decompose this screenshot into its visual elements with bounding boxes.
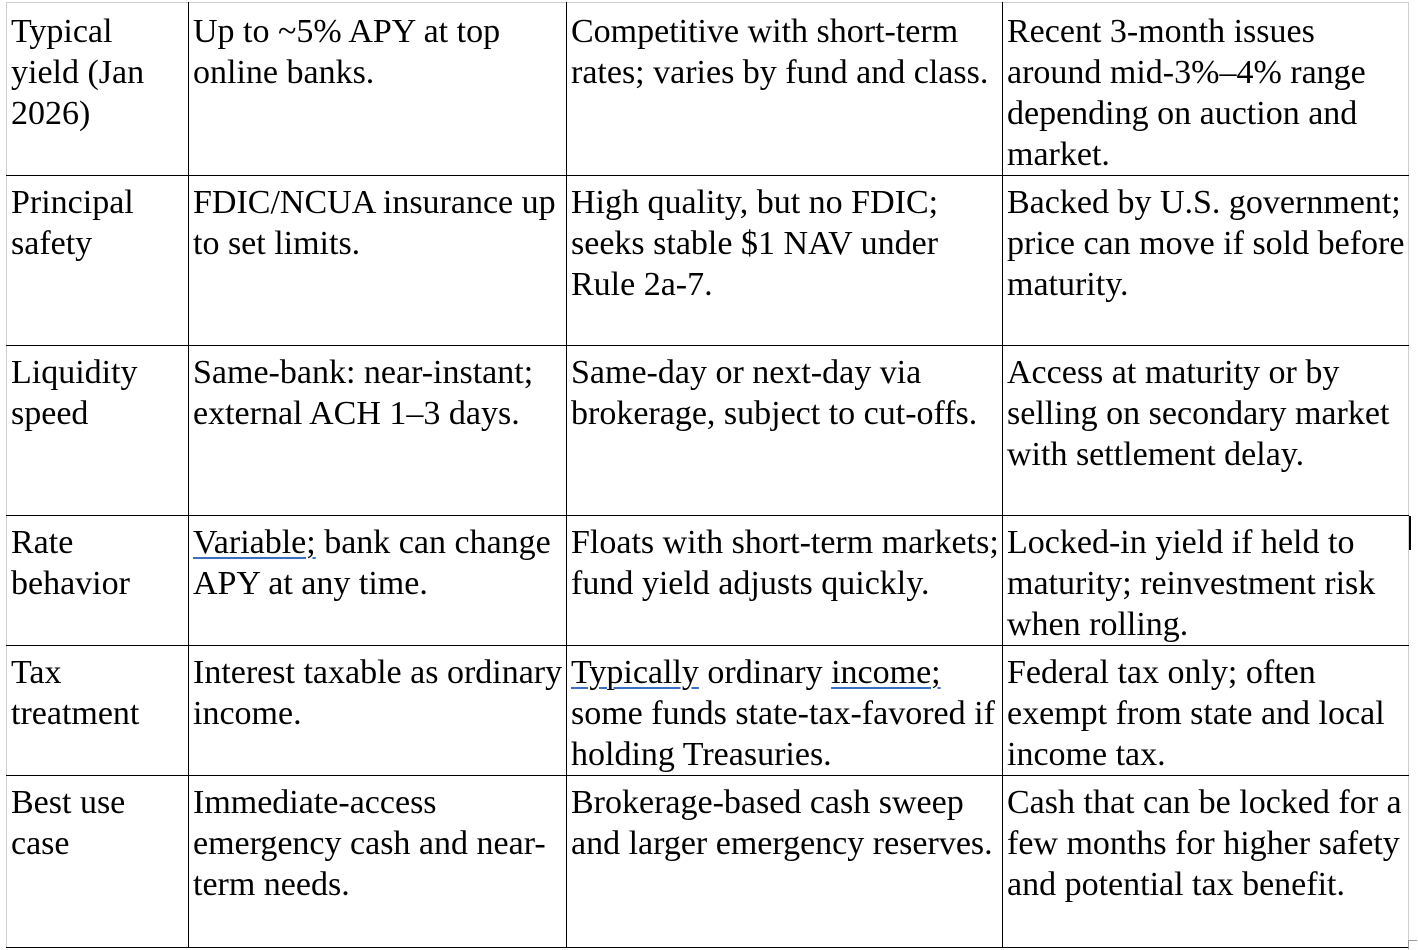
tbills-cell[interactable]: Cash that can be locked for a few months for higher safety and potential tax benefit. [1003,776,1409,948]
tbills-cell[interactable]: Recent 3-month issues around mid-3%–4% range depending on auction and market. [1003,3,1409,176]
savings-cell[interactable]: Same-bank: near-instant; external ACH 1–3 days. [189,346,567,516]
table-row-tax-treatment [7,646,1409,776]
table-row-rate-behavior [7,516,1409,646]
savings-cell[interactable]: Up to ~5% APY at top online banks. [189,3,567,176]
row-label-cell[interactable]: Rate behavior [7,516,189,646]
cell-text: some funds state-tax-favored if holding Treasuries. [571,695,995,773]
row-label-cell[interactable]: Typical yield (Jan 2026) [7,3,189,176]
tbills-cell[interactable]: Locked-in yield if held to maturity; reinvestment risk when rolling. [1003,516,1409,646]
row-label-cell[interactable]: Tax treatment [7,646,189,776]
grammar-flag[interactable]: income; [831,654,941,691]
money-market-cell[interactable]: Competitive with short-term rates; varies by fund and class. [567,3,1003,176]
savings-cell[interactable]: Immediate-access emergency cash and near-term needs. [189,776,567,948]
cell-text: bank can change APY at any time. [193,524,551,602]
savings-cell[interactable]: Interest taxable as ordinary income. [189,646,567,776]
table-row-best-use-case [7,776,1409,948]
savings-cell[interactable]: FDIC/NCUA insurance up to set limits. [189,176,567,346]
text-cursor [1409,516,1411,550]
grammar-flag[interactable]: Typically [571,654,699,691]
row-label-cell[interactable]: Best use case [7,776,189,948]
table-row-liquidity-speed [7,346,1409,516]
grammar-flag[interactable]: Variable; [193,524,316,561]
row-label-cell[interactable]: Principal safety [7,176,189,346]
money-market-cell[interactable] [567,646,1003,776]
table-resize-handle[interactable] [1408,940,1417,949]
tbills-cell[interactable]: Backed by U.S. government; price can move if sold before maturity. [1003,176,1409,346]
tbills-cell[interactable]: Federal tax only; often exempt from state and local income tax. [1003,646,1409,776]
row-label-cell[interactable]: Liquidity speed [7,346,189,516]
money-market-cell[interactable]: Brokerage-based cash sweep and larger emergency reserves. [567,776,1003,948]
money-market-cell[interactable]: Floats with short-term markets; fund yield adjusts quickly. [567,516,1003,646]
table-row-principal-safety [7,176,1409,346]
table-row-typical-yield [7,3,1409,176]
tbills-cell[interactable]: Access at maturity or by selling on secondary market with settlement delay. [1003,346,1409,516]
cell-text: ordinary [698,654,832,691]
money-market-cell[interactable]: Same-day or next-day via brokerage, subject to cut-offs. [567,346,1003,516]
comparison-table [6,2,1409,948]
money-market-cell[interactable]: High quality, but no FDIC; seeks stable $1 NAV under Rule 2a-7. [567,176,1003,346]
savings-cell[interactable] [189,516,567,646]
